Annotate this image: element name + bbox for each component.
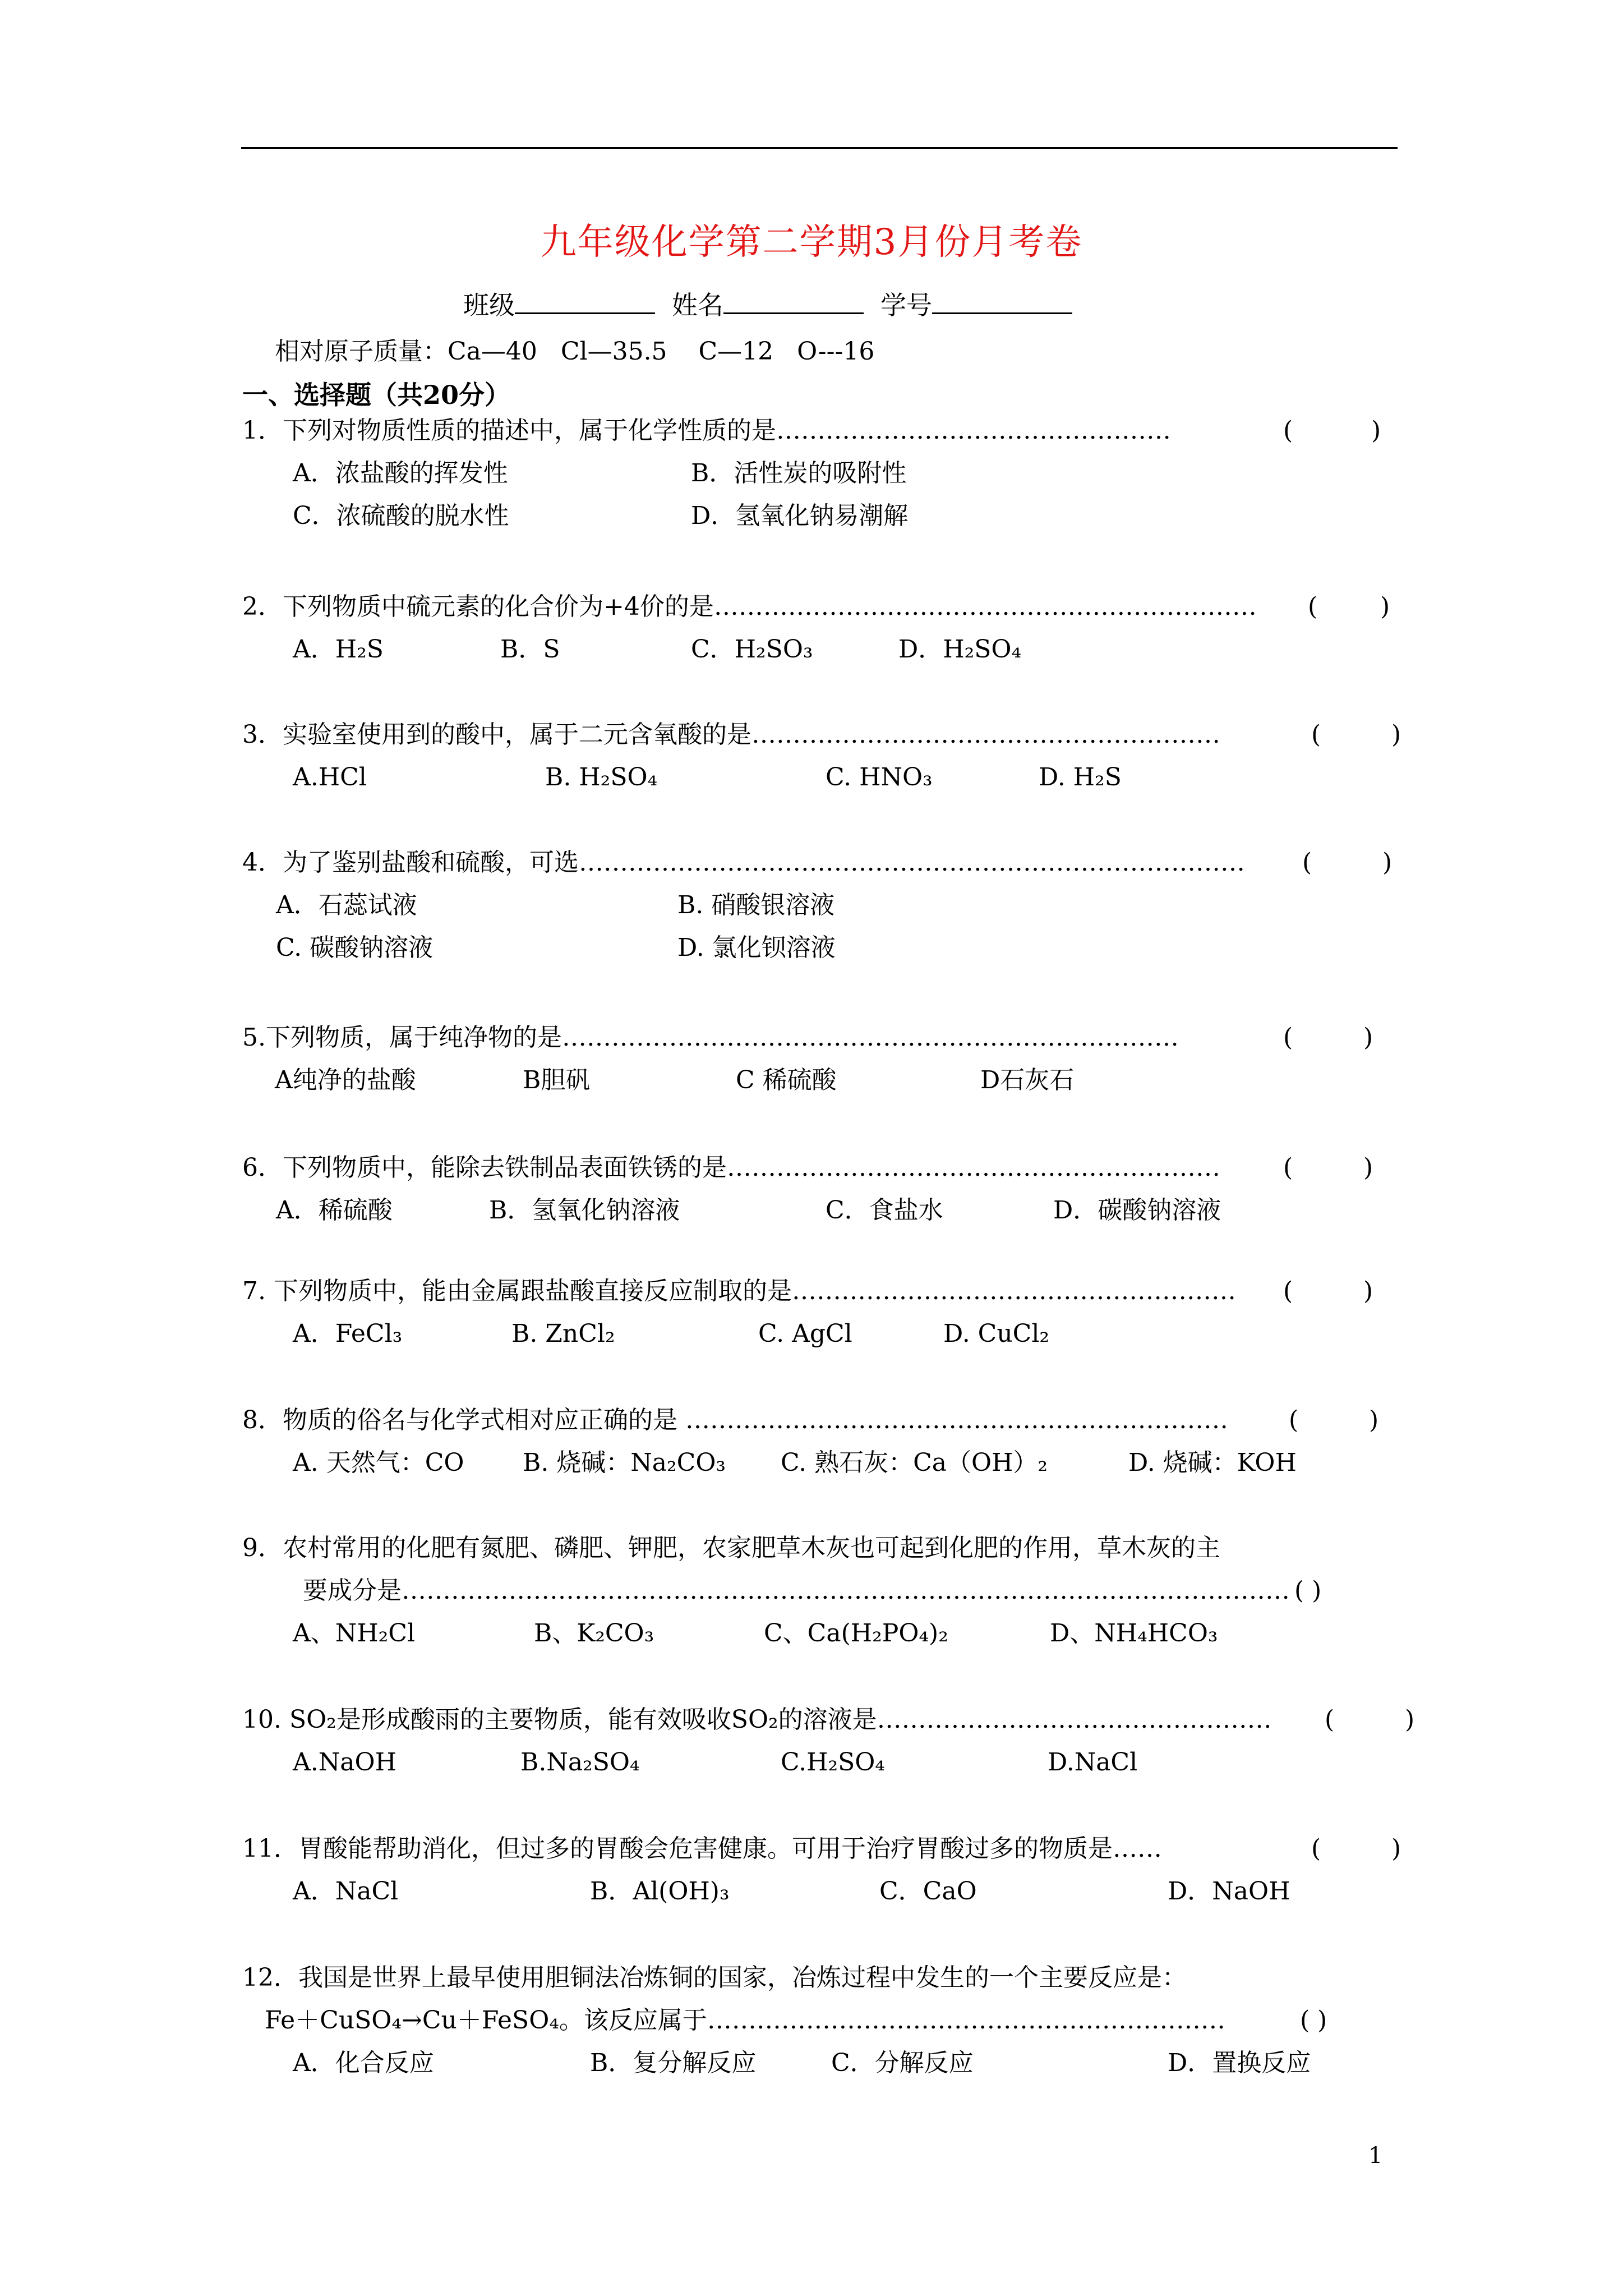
option-c: C、Ca(H₂PO₄)₂ (764, 1619, 948, 1648)
option-d: D. H₂S (1039, 763, 1122, 792)
option-a: A.NaOH (293, 1748, 396, 1777)
option-d: D. CuCl₂ (943, 1319, 1050, 1348)
option-a: A.HCl (293, 763, 367, 792)
option-b: B．复分解反应 (590, 2049, 757, 2077)
question-10 (242, 1699, 1420, 1784)
option-a: A．稀硫酸 (276, 1196, 393, 1225)
question-stem: 5.下列物质，属于纯净物的是………………………………………………………………… (242, 1023, 1179, 1052)
answer-paren[interactable]: ( ) (1325, 1705, 1415, 1734)
option-b: B、K₂CO₃ (534, 1619, 654, 1648)
option-c: C．H₂SO₃ (691, 635, 813, 664)
answer-paren[interactable]: ( ) (1294, 1576, 1322, 1605)
option-a: A．浓盐酸的挥发性 (293, 459, 508, 487)
option-b: B. 硝酸银溶液 (677, 891, 835, 919)
question-12 (242, 1957, 1420, 2085)
question-stem: 3．实验室使用到的酸中，属于二元含氧酸的是………………………………………………… (242, 720, 1220, 749)
question-stem-cont: Fe＋CuSO₄→Cu＋FeSO₄。该反应属于……………………………………………………… (265, 2006, 1225, 2035)
option-b: B. H₂SO₄ (545, 763, 658, 792)
option-c: C．分解反应 (831, 2049, 974, 2077)
option-d: D. 烧碱：KOH (1128, 1448, 1297, 1477)
option-b: B.Na₂SO₄ (520, 1748, 640, 1777)
option-b: B．活性炭的吸附性 (691, 459, 907, 487)
answer-paren[interactable]: ( ) (1289, 1406, 1379, 1434)
exam-title: 九年级化学第二学期3月份月考卷 (540, 222, 1083, 263)
answer-paren[interactable]: ( ) (1302, 848, 1393, 877)
answer-paren[interactable]: ( ) (1311, 720, 1401, 749)
question-8 (242, 1399, 1420, 1484)
option-a: A. 天然气：CO (293, 1448, 464, 1477)
option-c: C. 熟石灰：Ca（OH）₂ (781, 1448, 1048, 1477)
option-a: A、NH₂Cl (293, 1619, 416, 1648)
header-rule (241, 147, 1398, 149)
question-stem: 11．胃酸能帮助消化，但过多的胃酸会危害健康。可用于治疗胃酸过多的物质是…… (242, 1834, 1162, 1863)
option-d: D．H₂SO₄ (898, 635, 1022, 664)
id-label: 学号 (880, 290, 932, 320)
question-stem: 9．农村常用的化肥有氮肥、磷肥、钾肥，农家肥草木灰也可起到化肥的作用，草木灰的主 (242, 1534, 1220, 1562)
question-9 (242, 1527, 1420, 1655)
option-a: A．FeCl₃ (293, 1319, 403, 1348)
class-blank[interactable] (515, 290, 655, 314)
section-heading: 一、选择题（共20分） (242, 380, 511, 410)
option-b: B．Al(OH)₃ (590, 1877, 730, 1906)
option-b: B．S (500, 635, 560, 664)
question-stem: 7. 下列物质中，能由金属跟盐酸直接反应制取的是……………………………………………… (242, 1277, 1236, 1305)
question-3 (242, 714, 1420, 799)
student-info-line (463, 285, 1089, 322)
name-label: 姓名 (672, 290, 723, 320)
option-a: A．NaCl (293, 1877, 399, 1906)
question-stem: 4．为了鉴别盐酸和硫酸，可选……………………………………………………………………… (242, 848, 1245, 877)
option-a: A．石蕊试液 (276, 891, 417, 919)
option-c: C. AgCl (758, 1319, 852, 1348)
question-stem: 2．下列物质中硫元素的化合价为+4价的是………………………………………………………… (242, 592, 1257, 621)
answer-paren[interactable]: ( ) (1283, 416, 1381, 445)
option-d: D．NaOH (1168, 1877, 1290, 1906)
question-stem: 10. SO₂是形成酸雨的主要物质，能有效吸收SO₂的溶液是………………………………………… (242, 1705, 1272, 1734)
option-b: B．氢氧化钠溶液 (489, 1196, 680, 1225)
option-d: D．置换反应 (1168, 2049, 1311, 2077)
option-c: C．食盐水 (826, 1196, 943, 1225)
option-a: A．H₂S (293, 635, 384, 664)
question-1 (242, 409, 1420, 537)
answer-paren[interactable]: ( ) (1283, 1153, 1373, 1182)
question-stem: 1．下列对物质性质的描述中，属于化学性质的是………………………………………… (242, 416, 1171, 445)
question-stem-cont: 要成分是……………………………………………………………………………………………… (303, 1576, 1290, 1605)
option-c: C.H₂SO₄ (781, 1748, 885, 1777)
answer-paren[interactable]: ( ) (1308, 592, 1390, 621)
question-5 (242, 1016, 1420, 1102)
answer-paren[interactable]: ( ) (1300, 2006, 1327, 2035)
option-a: A纯净的盐酸 (275, 1066, 416, 1094)
option-d: D．氢氧化钠易潮解 (691, 501, 909, 530)
question-stem: 12．我国是世界上最早使用胆铜法冶炼铜的国家，冶炼过程中发生的一个主要反应是： (242, 1963, 1187, 1992)
option-d: D石灰石 (980, 1066, 1075, 1094)
page-number: 1 (1368, 2143, 1383, 2169)
id-blank[interactable] (932, 290, 1072, 314)
question-6 (242, 1147, 1420, 1232)
question-11 (242, 1828, 1420, 1913)
answer-paren[interactable]: ( ) (1283, 1023, 1373, 1052)
option-c: C 稀硫酸 (736, 1066, 837, 1094)
option-d: D. 氯化钡溶液 (677, 933, 836, 962)
option-d: D.NaCl (1048, 1748, 1138, 1777)
option-d: D．碳酸钠溶液 (1053, 1196, 1221, 1225)
option-a: A．化合反应 (293, 2049, 434, 2077)
option-c: C．CaO (879, 1877, 977, 1906)
question-2 (242, 586, 1420, 671)
answer-paren[interactable]: ( ) (1283, 1277, 1373, 1305)
question-stem: 8．物质的俗名与化学式相对应正确的是 ………………………………………………………… (242, 1406, 1228, 1434)
class-label: 班级 (463, 290, 515, 320)
question-stem: 6．下列物质中，能除去铁制品表面铁锈的是…………………………………………………… (242, 1153, 1220, 1182)
option-d: D、NH₄HCO₃ (1050, 1619, 1218, 1648)
question-4 (242, 841, 1420, 969)
atomic-mass-line: 相对原子质量：Ca—40 Cl—35.5 C—12 O---16 (275, 337, 875, 366)
option-c: C. 碳酸钠溶液 (276, 933, 434, 962)
question-7 (242, 1270, 1420, 1355)
answer-paren[interactable]: ( ) (1311, 1834, 1401, 1863)
option-b: B. ZnCl₂ (511, 1319, 615, 1348)
option-c: C．浓硫酸的脱水性 (293, 501, 509, 530)
name-blank[interactable] (723, 290, 864, 314)
option-c: C. HNO₃ (826, 763, 933, 792)
option-b: B胆矾 (523, 1066, 591, 1094)
option-b: B. 烧碱：Na₂CO₃ (523, 1448, 726, 1477)
